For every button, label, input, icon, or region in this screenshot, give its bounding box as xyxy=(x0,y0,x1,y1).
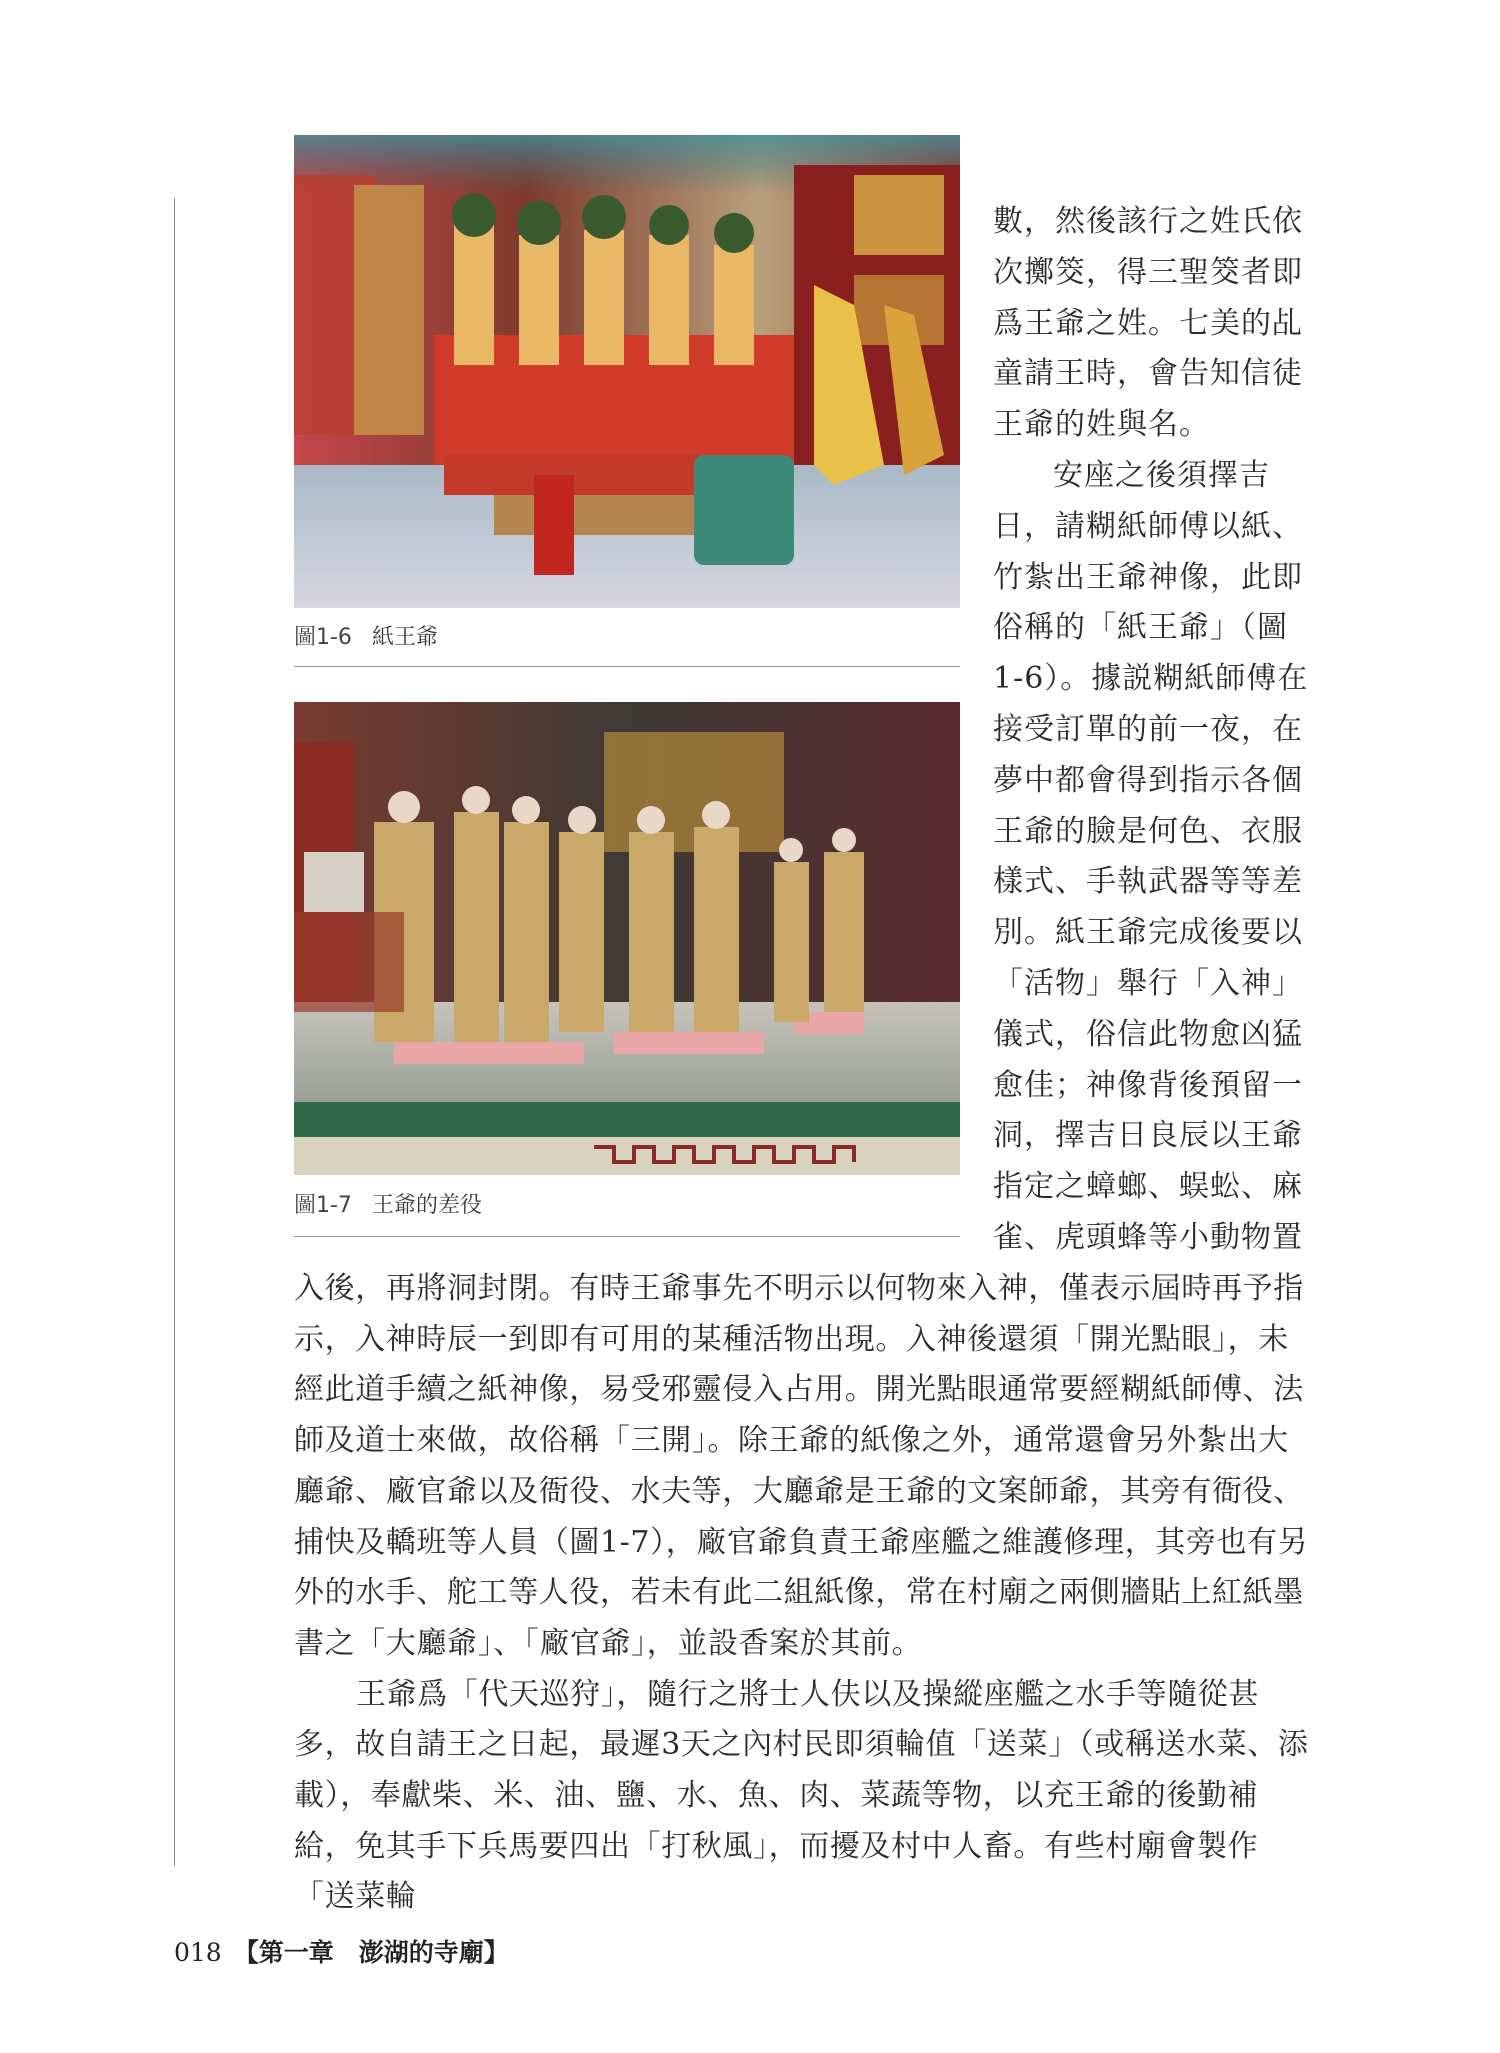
side-column-text xyxy=(993,197,1315,1264)
caption-rule xyxy=(294,666,960,667)
page-number: 018 xyxy=(174,1938,222,1967)
figure-title: 紙王爺 xyxy=(371,625,438,650)
main-paragraph-1: 入後，再將洞封閉。有時王爺事先不明示以何物來入神，僅表示屆時再予指示，入神時辰一到即有可用的某種活物出現。入神後還須「開光點眼」，未經此道手續之紙神像，易受邪靈侵入占用。開光點眼通常要經糊紙師傅、法師及道士來做，故俗稱「三開」。除王爺的紙像之外，通常還會另外紮出大廳爺、廠官爺以及衙役、水夫等，大廳爺是王爺的文案師爺，其旁有衙役、捕快及轎班等人員（圖1-7），廠官爺負責王爺座艦之維護修理，其旁也有另外的水手、舵工等人役，若未有此二組紙像，常在村廟之兩側牆貼上紅紙墨書之「大廳爺」、「廠官爺」，並設香案於其前。 xyxy=(294,1271,1309,1661)
main-body-text xyxy=(294,1264,1316,1923)
side-paragraph-1: 數，然後該行之姓氏依次擲筊，得三聖筊者即爲王爺之姓。七美的乩童請王時，會告知信徒王爺的姓與名。 xyxy=(993,204,1303,443)
main-paragraph-2: 王爺爲「代天巡狩」，隨行之將士人伕以及操縱座艦之水手等隨從甚多，故自請王之日起，最遲3天之內村民即須輪值「送菜」（或稱送水菜、添載），奉獻柴、米、油、鹽、水、魚、肉、菜蔬等物，以充王爺的後勤補給，免其手下兵馬要四出「打秋風」，而擾及村中人畜。有些村廟會製作「送菜輪 xyxy=(294,1676,1309,1915)
page-footer xyxy=(174,1933,509,1969)
figure-1-7-caption xyxy=(294,1188,960,1219)
left-margin-rule xyxy=(174,198,175,1866)
side-paragraph-2: 安座之後須擇吉日，請糊紙師傅以紙、竹紮出王爺神像，此即俗稱的「紙王爺」（圖1-6）。據説糊紙師傅在接受訂單的前一夜，在夢中都會得到指示各個王爺的臉是何色、衣服樣式、手執武器等等差別。紙王爺完成後要以「活物」舉行「入神」儀式，俗信此物愈凶猛愈佳；神像背後預留一洞，擇吉日良辰以王爺指定之蟑螂、蜈蚣、麻雀、虎頭蜂等小動物置 xyxy=(993,457,1309,1255)
figure-1-7-photo xyxy=(294,702,960,1175)
figure-1-6-photo xyxy=(294,135,960,608)
caption-rule xyxy=(294,1236,960,1237)
figure-title: 王爺的差役 xyxy=(371,1193,482,1218)
figure-label: 圖1-7 xyxy=(294,1193,352,1218)
figure-label: 圖1-6 xyxy=(294,625,352,650)
figure-1-6-caption xyxy=(294,620,960,651)
chapter-title: 【第一章 澎湖的寺廟】 xyxy=(233,1938,509,1967)
